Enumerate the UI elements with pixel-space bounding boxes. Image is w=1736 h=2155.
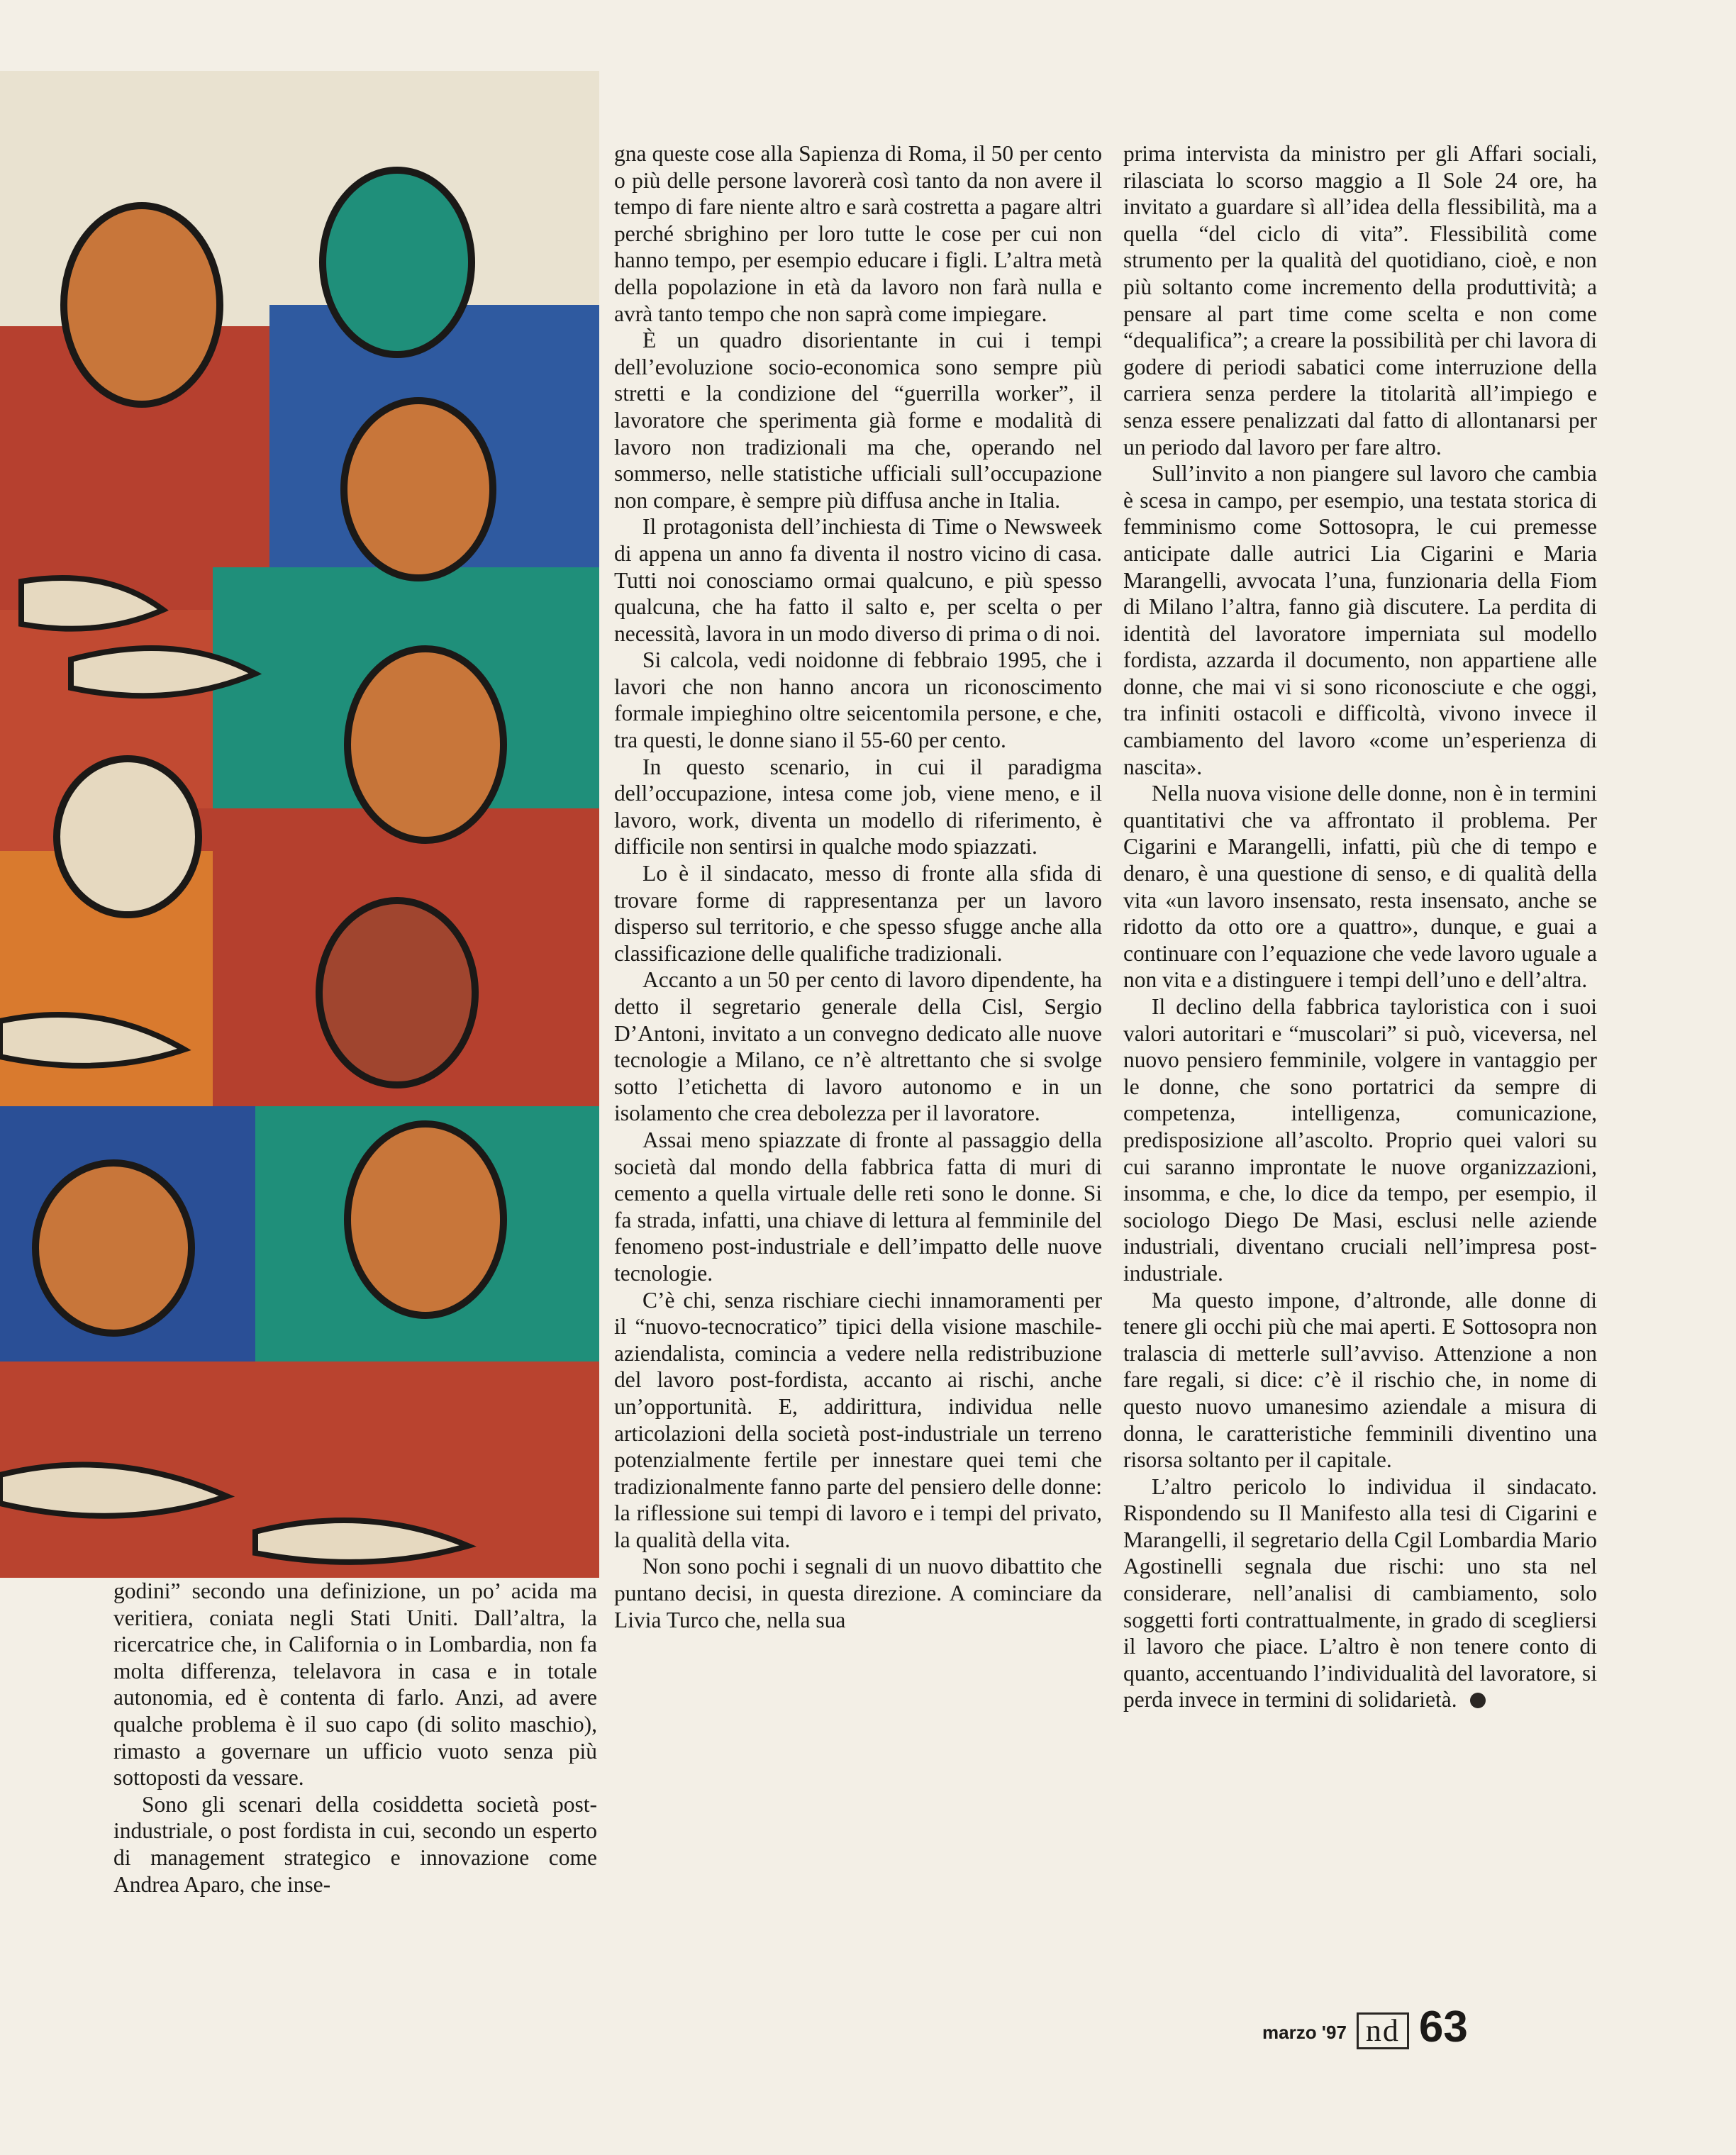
paragraph: Il declino della fabbrica tayloristica con i suoi valori autoritari e “muscolari” si può, viceversa, nel nuovo pensiero femminile, volgere in vantaggio per le donne, che sono portatrici da sempre di competenza, intelligenza, comunicazione, predisposizione all’ascolto. Proprio quei valori su cui saranno improntate le nuove organizzazioni, insomma, e che, lo dice da tempo, per esempio, il sociologo Diego De Masi, esclusi nelle aziende industriali, diventano cruciali nell’impresa post-industriale. [1123, 994, 1597, 1286]
end-of-article-icon [1470, 1693, 1486, 1708]
paragraph: prima intervista da ministro per gli Affari sociali, rilasciata lo scorso maggio a Il Sole 24 ore, ha invitato a guardare sì all’idea della flessibilità, ma a quella “del ciclo di vita”. Flessibilità come strumento per la qualità del quotidiano, cioè, e non più soltanto come incremento della produttività; a pensare al part time come scelta e non come “dequalifica”; a creare la possibilità per chi lavora di godere di periodi sabatici come interruzione della carriera senza perdere la titolarità all’impiego e senza essere penalizzati dal fatto di allontanarsi per un periodo dal lavoro per fare altro. [1123, 141, 1597, 460]
paragraph-final [1123, 1474, 1597, 1713]
paragraph: gna queste cose alla Sapienza di Roma, il 50 per cento o più delle persone lavorerà così tanto da non avere il tempo di fare niente altro e sarà costretta a pagare altri perché sbrighino per loro tutte le cose per cui non hanno tempo, per esempio educare i figli. L’altra metà della popolazione in età da lavoro non farà nulla e avrà tanto tempo che non saprà come impiegare. [614, 141, 1102, 326]
issue-date: marzo '97 [1262, 2022, 1347, 2043]
text-column-1 [113, 1578, 597, 1898]
illustration [0, 71, 599, 1578]
paragraph: Lo è il sindacato, messo di fronte alla sfida di trovare forme di rappresentanza per un lavoro disperso sul territorio, e che spesso sfugge anche alla classificazione delle qualifiche tradizionali. [614, 861, 1102, 966]
paragraph-text: L’altro pericolo lo individua il sindacato. Rispondendo su Il Manifesto alla tesi di Cigarini e Marangelli, il segretario della Cgil Lombardia Mario Agostinelli segnala due rischi: uno sta nel considerare, nell’analisi di cambiamento, solo soggetti forti contrattualmente, in grado di scegliersi il lavoro che piace. L’altro è non tenere conto di quanto, accentuando l’individualità del lavoratore, si perda invece in termini di solidarietà. [1123, 1474, 1597, 1713]
paragraph: Accanto a un 50 per cento di lavoro dipendente, ha detto il segretario generale della Cisl, Sergio D’Antoni, invitato a un convegno dedicato alle nuove tecnologie a Milano, ce n’è altrettanto che si svolge sotto l’etichetta di lavoro autonomo e in un isolamento che crea debolezza per il lavoratore. [614, 967, 1102, 1126]
paragraph: Ma questo impone, d’altronde, alle donne di tenere gli occhi più che mai aperti. E Sottosopra non tralascia di metterle sull’avviso. Attenzione a non fare regali, si dice: c’è il rischio che, in nome di questo nuovo umanesimo aziendale a misura di donna, le caratteristiche femminili diventino una risorsa soltanto per il capitale. [1123, 1287, 1597, 1473]
page-footer [1262, 2000, 1468, 2049]
page-number: 63 [1418, 2003, 1468, 2051]
paragraph: In questo scenario, in cui il paradigma dell’occupazione, intesa come job, viene meno, e il lavoro, work, diventa un modello di riferimento, è difficile non sentirsi in qualche modo spiazzati. [614, 754, 1102, 859]
paragraph: Il protagonista dell’inchiesta di Time o Newsweek di appena un anno fa diventa il nostro vicino di casa. Tutti noi conosciamo ormai qualcuno, e più spesso qualcuna, che ha fatto il salto e, per scelta o per necessità, lavora in un modo diverso di prima o di noi. [614, 514, 1102, 646]
paragraph: Si calcola, vedi noidonne di febbraio 1995, che i lavori che non hanno ancora un riconoscimento formale impieghino oltre seicentomila persone, e che, tra questi, le donne siano il 55-60 per cento. [614, 647, 1102, 753]
paragraph: Non sono pochi i segnali di un nuovo dibattito che puntano decisi, in questa direzione. A cominciare da Livia Turco che, nella sua [614, 1554, 1102, 1632]
paragraph: È un quadro disorientante in cui i tempi dell’evoluzione socio-economica sono sempre più stretti e la condizione del “guerrilla worker”, il lavoratore che sperimenta già forme e modalità di lavoro non tradizionali ma che, operando nel sommerso, nelle statistiche ufficiali sull’occupazione non compare, è sempre più diffusa anche in Italia. [614, 328, 1102, 513]
magazine-logo: nd [1357, 2012, 1409, 2049]
paragraph: Assai meno spiazzate di fronte al passaggio della società dal mondo della fabbrica fatta di muri di cemento a quella virtuale delle reti sono le donne. Si fa strada, infatti, una chiave di lettura al femminile del fenomeno post-industriale e dell’impatto delle nuove tecnologie. [614, 1127, 1102, 1286]
illustration-art [0, 71, 599, 1578]
paragraph: Sull’invito a non piangere sul lavoro che cambia è scesa in campo, per esempio, una testata storica di femminismo come Sottosopra, le cui premesse anticipate dalle autrici Lia Cigarini e Maria Marangelli, avvocata l’una, funzionaria della Fiom di Milano l’altra, fanno già discutere. La perdita di identità del lavoratore imperniata sul modello fordista, azzarda il documento, non appartiene alle donne, che mai vi si sono riconosciute e che oggi, tra infiniti ostacoli e difficoltà, vivono invece il cambiamento del lavoro «come un’esperienza di nascita». [1123, 461, 1597, 779]
text-column-3 [1123, 140, 1597, 1713]
paragraph: godini” secondo una definizione, un po’ acida ma veritiera, coniata negli Stati Uniti. Dall’altra, la ricercatrice che, in California o in Lombardia, non fa molta differenza, telelavora in casa e in totale autonomia, ed è contenta di farlo. Anzi, ad avere qualche problema è il suo capo (di solito maschio), rimasto a governare un ufficio vuoto senza più sottoposti da vessare. [113, 1578, 597, 1791]
paragraph: C’è chi, senza rischiare ciechi innamoramenti per il “nuovo-tecnocratico” tipici della visione maschile-aziendalista, comincia a vedere nella redistribuzione del lavoro post-fordista, accanto ai rischi, anche un’opportunità. E, addirittura, individua nelle articolazioni della società post-industriale un terreno potenzialmente fertile per innestare quei temi che tradizionalmente fanno parte del pensiero delle donne: la riflessione sui tempi di lavoro e i tempi del privato, la qualità della vita. [614, 1287, 1102, 1552]
paragraph: Sono gli scenari della cosiddetta società post-industriale, o post fordista in cui, secondo un esperto di management strategico e innovazione come Andrea Aparo, che inse- [113, 1791, 597, 1897]
text-column-2 [614, 140, 1102, 1633]
paragraph: Nella nuova visione delle donne, non è in termini quantitativi che va affrontato il problema. Per Cigarini e Marangelli, infatti, più che di tempo e denaro, è una questione di senso, e di qualità della vita «un lavoro insensato, resta insensato, anche se ridotto da otto ore a quattro», dunque, e guai a continuare con l’equazione che vede lavoro uguale a non vita e a distinguere i tempi dell’uno e dell’altra. [1123, 781, 1597, 993]
